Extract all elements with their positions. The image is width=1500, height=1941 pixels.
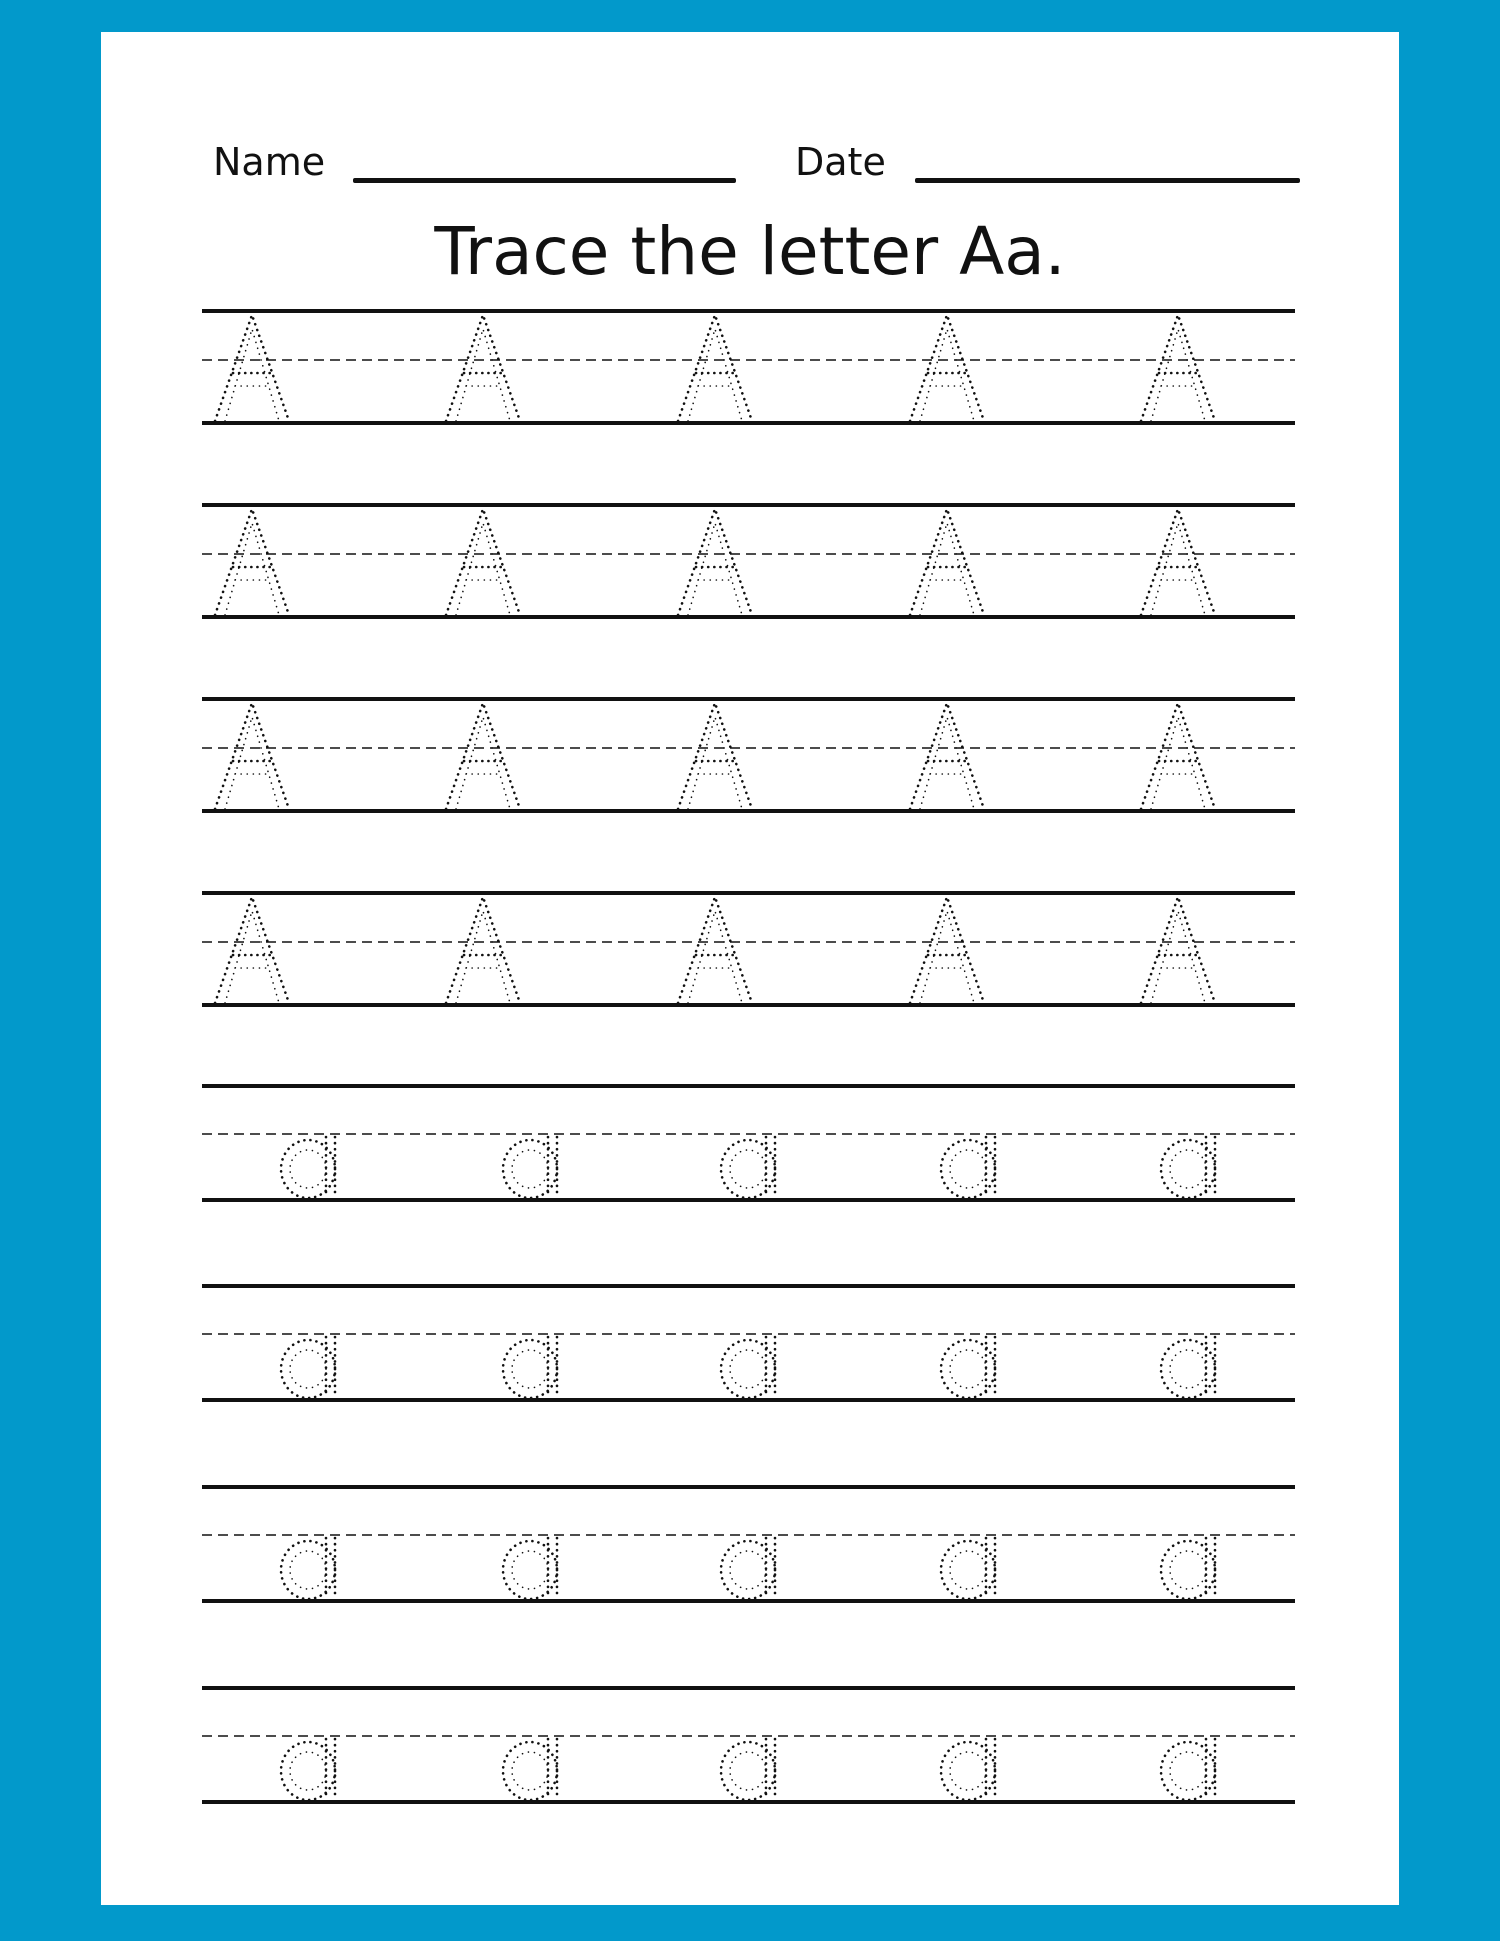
dotted-letter-A	[446, 509, 520, 615]
dotted-letter-a	[503, 1337, 557, 1398]
dotted-letter-A-stroke	[1151, 329, 1205, 421]
dotted-letter-a	[1161, 1137, 1215, 1198]
dotted-letter-a	[503, 1538, 557, 1599]
dotted-letter-a-bowl	[1170, 1350, 1206, 1388]
dotted-letter-A-stroke	[456, 717, 510, 809]
dotted-letter-a	[281, 1739, 335, 1800]
dotted-letter-a-bowl	[950, 1752, 986, 1790]
dotted-letter-a	[941, 1538, 995, 1599]
dotted-letter-a-bowl	[730, 1752, 766, 1790]
dotted-letter-a-stem	[326, 1538, 335, 1599]
dotted-letter-a	[1161, 1337, 1215, 1398]
dotted-letter-a-stem	[1206, 1538, 1215, 1599]
dotted-letter-A-stroke	[688, 523, 742, 615]
page-title: Trace the letter Aa.	[434, 213, 1066, 290]
dotted-letter-a	[721, 1538, 775, 1599]
dotted-letter-A-stroke	[920, 523, 974, 615]
dotted-letter-a-bowl	[950, 1350, 986, 1388]
dotted-letter-a-bowl	[950, 1150, 986, 1188]
dotted-letter-a	[281, 1538, 335, 1599]
dotted-letter-A-stroke	[688, 329, 742, 421]
date-label: Date	[795, 140, 886, 184]
dotted-letter-a-stem	[766, 1739, 775, 1800]
dotted-letter-A	[1141, 315, 1215, 421]
dotted-letter-a-bowl	[290, 1551, 326, 1589]
dotted-letter-a-stem	[1206, 1137, 1215, 1198]
dotted-letter-A	[910, 703, 984, 809]
name-label: Name	[213, 140, 326, 184]
dotted-letter-a-stem	[548, 1337, 557, 1398]
dotted-letter-a	[941, 1337, 995, 1398]
dotted-letter-a-bowl	[512, 1752, 548, 1790]
dotted-letter-a	[721, 1337, 775, 1398]
dotted-letter-a-stem	[986, 1137, 995, 1198]
dotted-letter-A	[678, 509, 752, 615]
dotted-letter-a-stem	[548, 1538, 557, 1599]
dotted-letter-a-bowl	[512, 1551, 548, 1589]
dotted-letter-A	[1141, 509, 1215, 615]
dotted-letter-a	[281, 1337, 335, 1398]
dotted-letter-a	[503, 1739, 557, 1800]
dotted-letter-A	[678, 897, 752, 1003]
dotted-letter-a-bowl	[512, 1350, 548, 1388]
dotted-letter-A-stroke	[225, 523, 279, 615]
dotted-letter-A-stroke	[225, 911, 279, 1003]
dotted-letter-A	[910, 509, 984, 615]
dotted-letter-a-stem	[326, 1137, 335, 1198]
dotted-letter-a	[503, 1137, 557, 1198]
dotted-letter-A	[910, 315, 984, 421]
dotted-letter-A-stroke	[225, 329, 279, 421]
dotted-letter-a-bowl	[1170, 1150, 1206, 1188]
dotted-letter-a-bowl	[290, 1150, 326, 1188]
dotted-letter-a-bowl	[1170, 1752, 1206, 1790]
dotted-letter-A-stroke	[688, 717, 742, 809]
dotted-letter-a	[721, 1739, 775, 1800]
dotted-letter-a	[941, 1739, 995, 1800]
dotted-letter-a-bowl	[290, 1752, 326, 1790]
dotted-letter-A	[215, 897, 289, 1003]
dotted-letter-a-stem	[986, 1337, 995, 1398]
dotted-letter-A	[446, 315, 520, 421]
dotted-letter-A-stroke	[1151, 523, 1205, 615]
dotted-letter-A	[1141, 897, 1215, 1003]
dotted-letter-a-bowl	[730, 1150, 766, 1188]
dotted-letter-a-bowl	[290, 1350, 326, 1388]
dotted-letter-a-stem	[766, 1137, 775, 1198]
dotted-letter-A-stroke	[1151, 717, 1205, 809]
dotted-letter-a-stem	[1206, 1739, 1215, 1800]
dotted-letter-A-stroke	[456, 523, 510, 615]
dotted-letter-a-stem	[986, 1739, 995, 1800]
dotted-letter-A	[1141, 703, 1215, 809]
dotted-letter-A-stroke	[456, 329, 510, 421]
dotted-letter-a-stem	[548, 1137, 557, 1198]
dotted-letter-A	[215, 509, 289, 615]
dotted-letter-A-stroke	[688, 911, 742, 1003]
dotted-letter-a	[1161, 1538, 1215, 1599]
dotted-letter-a-bowl	[1170, 1551, 1206, 1589]
dotted-letter-a	[941, 1137, 995, 1198]
dotted-letter-a-bowl	[730, 1350, 766, 1388]
dotted-letter-A-stroke	[920, 911, 974, 1003]
dotted-letter-a	[281, 1137, 335, 1198]
dotted-letter-A-stroke	[225, 717, 279, 809]
dotted-letter-A	[910, 897, 984, 1003]
dotted-letter-A	[678, 703, 752, 809]
dotted-letter-A	[215, 315, 289, 421]
dotted-letter-A	[446, 703, 520, 809]
dotted-letter-A-stroke	[920, 717, 974, 809]
dotted-letter-a-bowl	[512, 1150, 548, 1188]
dotted-letter-A-stroke	[920, 329, 974, 421]
dotted-letter-A	[446, 897, 520, 1003]
dotted-letter-a-stem	[326, 1337, 335, 1398]
dotted-letter-a-stem	[326, 1739, 335, 1800]
dotted-letter-A-stroke	[1151, 911, 1205, 1003]
dotted-letter-a-stem	[1206, 1337, 1215, 1398]
dotted-letter-a-stem	[766, 1538, 775, 1599]
dotted-letter-a-stem	[548, 1739, 557, 1800]
dotted-letter-a-bowl	[950, 1551, 986, 1589]
dotted-letter-A	[215, 703, 289, 809]
dotted-letter-A-stroke	[456, 911, 510, 1003]
dotted-letter-a-stem	[766, 1337, 775, 1398]
dotted-letter-A	[678, 315, 752, 421]
dotted-letter-a	[721, 1137, 775, 1198]
dotted-letter-a-bowl	[730, 1551, 766, 1589]
dotted-letter-a	[1161, 1739, 1215, 1800]
dotted-letter-a-stem	[986, 1538, 995, 1599]
